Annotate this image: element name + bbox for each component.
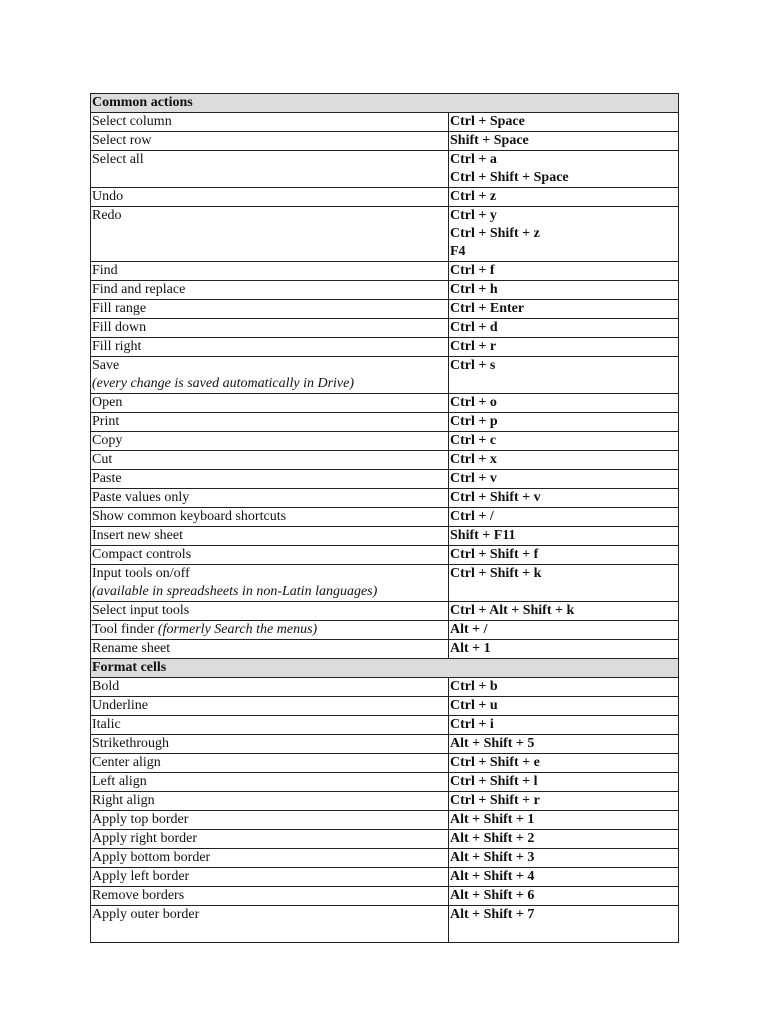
action-label: Apply left border <box>92 869 190 884</box>
shortcut-row <box>91 527 679 546</box>
key-combo: Ctrl + i <box>450 717 494 732</box>
action-cell <box>91 413 449 432</box>
action-cell <box>91 188 449 207</box>
shortcut-row <box>91 300 679 319</box>
keys-cell <box>449 868 679 887</box>
action-cell <box>91 508 449 527</box>
keys-cell <box>449 830 679 849</box>
key-combo: Ctrl + z <box>450 189 497 204</box>
shortcut-row <box>91 830 679 849</box>
action-label: Tool finder <box>92 622 158 637</box>
action-label: Find <box>92 263 118 278</box>
action-label: Insert new sheet <box>92 528 183 543</box>
keys-cell <box>449 697 679 716</box>
key-combo: Ctrl + s <box>450 358 496 373</box>
keys-cell <box>449 773 679 792</box>
shortcut-row <box>91 357 679 394</box>
action-cell <box>91 132 449 151</box>
shortcut-row <box>91 113 679 132</box>
shortcut-row <box>91 508 679 527</box>
key-combo: Ctrl + y <box>450 208 497 223</box>
keys-cell <box>449 735 679 754</box>
keys-cell <box>449 432 679 451</box>
section-title: Common actions <box>91 94 679 113</box>
action-cell <box>91 887 449 906</box>
section-header-row <box>91 94 679 113</box>
keys-cell <box>449 281 679 300</box>
keys-cell <box>449 849 679 868</box>
key-combo: Shift + Space <box>450 133 529 148</box>
action-cell <box>91 640 449 659</box>
shortcut-row <box>91 546 679 565</box>
action-label: Cut <box>92 452 113 467</box>
shortcut-row <box>91 319 679 338</box>
shortcut-row <box>91 188 679 207</box>
keys-cell <box>449 640 679 659</box>
shortcut-row <box>91 565 679 602</box>
shortcut-row <box>91 811 679 830</box>
action-cell <box>91 735 449 754</box>
shortcut-row <box>91 602 679 621</box>
key-combo: Ctrl + Shift + v <box>450 490 541 505</box>
action-cell <box>91 338 449 357</box>
action-label: Center align <box>92 755 161 770</box>
keys-cell <box>449 811 679 830</box>
shortcut-row <box>91 735 679 754</box>
key-combo: Ctrl + u <box>450 698 498 713</box>
key-combo: F4 <box>450 244 466 259</box>
key-combo: Ctrl + b <box>450 679 498 694</box>
keys-cell <box>449 300 679 319</box>
keys-cell <box>449 113 679 132</box>
keys-cell <box>449 338 679 357</box>
key-combo: Ctrl + Shift + z <box>450 226 540 241</box>
keys-cell <box>449 754 679 773</box>
action-cell <box>91 357 449 394</box>
action-note: (every change is saved automatically in Drive) <box>92 376 355 391</box>
keys-cell <box>449 394 679 413</box>
shortcut-row <box>91 489 679 508</box>
shortcut-row <box>91 432 679 451</box>
action-cell <box>91 868 449 887</box>
shortcut-row <box>91 754 679 773</box>
key-combo: Alt + Shift + 5 <box>450 736 535 751</box>
keys-cell <box>449 508 679 527</box>
action-label: Left align <box>92 774 147 789</box>
action-cell <box>91 678 449 697</box>
action-inline-note: (formerly Search the menus) <box>157 622 318 637</box>
action-cell <box>91 565 449 602</box>
action-label: Select column <box>92 114 172 129</box>
shortcut-row <box>91 338 679 357</box>
action-cell <box>91 451 449 470</box>
action-cell <box>91 546 449 565</box>
keys-cell <box>449 470 679 489</box>
action-cell <box>91 281 449 300</box>
action-cell <box>91 319 449 338</box>
action-label: Redo <box>92 208 122 223</box>
action-cell <box>91 906 449 943</box>
key-combo: Ctrl + h <box>450 282 498 297</box>
action-cell <box>91 151 449 188</box>
action-cell <box>91 830 449 849</box>
shortcuts-table <box>90 93 679 943</box>
action-label: Find and replace <box>92 282 186 297</box>
shortcut-row <box>91 849 679 868</box>
action-cell <box>91 621 449 640</box>
keys-cell <box>449 451 679 470</box>
action-label: Remove borders <box>92 888 185 903</box>
shortcut-row <box>91 792 679 811</box>
key-combo: Ctrl + v <box>450 471 497 486</box>
key-combo: Alt + Shift + 3 <box>450 850 535 865</box>
keys-cell <box>449 565 679 602</box>
key-combo: Ctrl + x <box>450 452 497 467</box>
action-label: Apply bottom border <box>92 850 211 865</box>
section-header-row <box>91 659 679 678</box>
key-combo: Alt + Shift + 4 <box>450 869 535 884</box>
action-label: Compact controls <box>92 547 192 562</box>
action-cell <box>91 811 449 830</box>
action-label: Show common keyboard shortcuts <box>92 509 287 524</box>
keys-cell <box>449 906 679 943</box>
action-cell <box>91 602 449 621</box>
key-combo: Ctrl + Shift + r <box>450 793 540 808</box>
action-label: Save <box>92 358 120 373</box>
shortcut-row <box>91 678 679 697</box>
action-label: Fill down <box>92 320 147 335</box>
shortcut-row <box>91 413 679 432</box>
keys-cell <box>449 621 679 640</box>
shortcut-row <box>91 621 679 640</box>
shortcut-row <box>91 716 679 735</box>
action-label: Undo <box>92 189 124 204</box>
keys-cell <box>449 546 679 565</box>
key-combo: Ctrl + c <box>450 433 497 448</box>
shortcut-row <box>91 906 679 943</box>
keys-cell <box>449 357 679 394</box>
action-cell <box>91 113 449 132</box>
shortcut-row <box>91 451 679 470</box>
keys-cell <box>449 151 679 188</box>
shortcut-row <box>91 281 679 300</box>
key-combo: Ctrl + Alt + Shift + k <box>450 603 575 618</box>
shortcut-row <box>91 640 679 659</box>
keys-cell <box>449 188 679 207</box>
key-combo: Ctrl + Space <box>450 114 525 129</box>
keys-cell <box>449 319 679 338</box>
action-label: Paste <box>92 471 122 486</box>
action-cell <box>91 262 449 281</box>
key-combo: Shift + F11 <box>450 528 516 543</box>
key-combo: Alt + Shift + 2 <box>450 831 535 846</box>
shortcut-row <box>91 262 679 281</box>
keys-cell <box>449 262 679 281</box>
keys-cell <box>449 132 679 151</box>
key-combo: Ctrl + / <box>450 509 494 524</box>
section-title: Format cells <box>91 659 679 678</box>
key-combo: Ctrl + Shift + k <box>450 566 542 581</box>
keys-cell <box>449 887 679 906</box>
key-combo: Ctrl + p <box>450 414 498 429</box>
action-cell <box>91 300 449 319</box>
key-combo: Ctrl + d <box>450 320 498 335</box>
shortcut-row <box>91 887 679 906</box>
shortcut-row <box>91 773 679 792</box>
action-label: Strikethrough <box>92 736 169 751</box>
keys-cell <box>449 602 679 621</box>
key-combo: Alt + Shift + 1 <box>450 812 535 827</box>
key-combo: Ctrl + Shift + Space <box>450 170 569 185</box>
key-combo: Ctrl + o <box>450 395 497 410</box>
shortcut-row <box>91 151 679 188</box>
action-label: Copy <box>92 433 123 448</box>
action-note: (available in spreadsheets in non-Latin languages) <box>92 584 378 599</box>
action-cell <box>91 207 449 262</box>
action-cell <box>91 792 449 811</box>
shortcut-row <box>91 868 679 887</box>
key-combo: Ctrl + r <box>450 339 497 354</box>
key-combo: Ctrl + Shift + e <box>450 755 540 770</box>
keys-cell <box>449 716 679 735</box>
shortcut-row <box>91 132 679 151</box>
action-cell <box>91 773 449 792</box>
action-label: Right align <box>92 793 155 808</box>
action-label: Fill range <box>92 301 147 316</box>
action-label: Print <box>92 414 120 429</box>
keys-cell <box>449 792 679 811</box>
action-label: Paste values only <box>92 490 190 505</box>
key-combo: Ctrl + f <box>450 263 495 278</box>
action-label: Underline <box>92 698 148 713</box>
action-label: Select all <box>92 152 144 167</box>
keys-cell <box>449 678 679 697</box>
action-cell <box>91 527 449 546</box>
keys-cell <box>449 489 679 508</box>
key-combo: Alt + Shift + 7 <box>450 907 535 922</box>
shortcut-row <box>91 470 679 489</box>
keys-cell <box>449 527 679 546</box>
shortcut-row <box>91 207 679 262</box>
shortcut-row <box>91 394 679 413</box>
action-label: Rename sheet <box>92 641 171 656</box>
action-cell <box>91 849 449 868</box>
action-label: Select input tools <box>92 603 190 618</box>
key-combo: Ctrl + a <box>450 152 497 167</box>
action-label: Apply outer border <box>92 907 200 922</box>
action-label: Open <box>92 395 123 410</box>
action-label: Bold <box>92 679 120 694</box>
action-cell <box>91 716 449 735</box>
action-label: Fill right <box>92 339 142 354</box>
key-combo: Ctrl + Shift + f <box>450 547 539 562</box>
action-label: Input tools on/off <box>92 566 190 581</box>
action-label: Apply top border <box>92 812 189 827</box>
action-cell <box>91 697 449 716</box>
action-cell <box>91 754 449 773</box>
keys-cell <box>449 207 679 262</box>
key-combo: Alt + 1 <box>450 641 491 656</box>
action-label: Apply right border <box>92 831 197 846</box>
action-cell <box>91 489 449 508</box>
key-combo: Alt + Shift + 6 <box>450 888 535 903</box>
action-label: Select row <box>92 133 152 148</box>
key-combo: Ctrl + Shift + l <box>450 774 538 789</box>
action-label: Italic <box>92 717 121 732</box>
action-cell <box>91 470 449 489</box>
action-cell <box>91 432 449 451</box>
key-combo: Ctrl + Enter <box>450 301 525 316</box>
action-cell <box>91 394 449 413</box>
keys-cell <box>449 413 679 432</box>
shortcut-row <box>91 697 679 716</box>
shortcuts-table-body <box>91 94 679 943</box>
key-combo: Alt + / <box>450 622 488 637</box>
